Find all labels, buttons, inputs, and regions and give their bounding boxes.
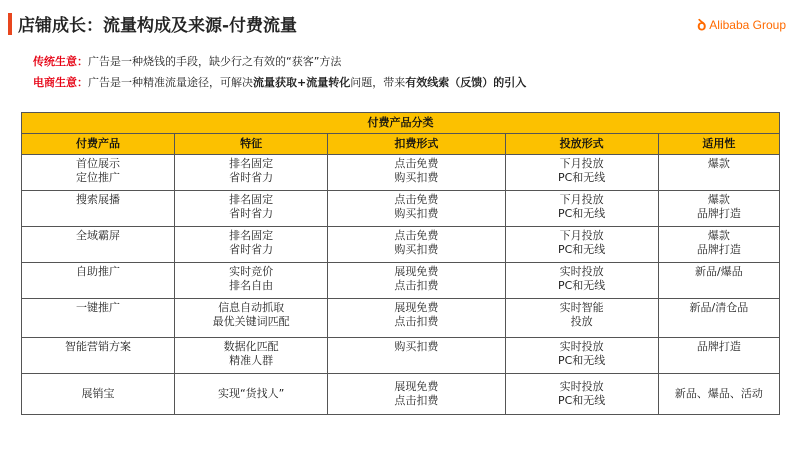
cell-line: 搜索展播 xyxy=(76,193,121,206)
cell-line: 实时智能 xyxy=(559,301,604,314)
cell-line: 新品/爆品 xyxy=(694,265,743,278)
ecommerce-bold-1: 流量获取+流量转化 xyxy=(253,76,351,89)
cell-line: 新品/清仓品 xyxy=(689,301,749,314)
table-cell xyxy=(658,374,779,415)
cell-line: PC和无线 xyxy=(557,394,606,407)
table-cell xyxy=(505,263,658,299)
table-body xyxy=(22,155,780,415)
ecommerce-bold-2: 有效线索（反馈）的引入 xyxy=(405,76,527,89)
table-cell xyxy=(175,374,328,415)
table-cell xyxy=(175,227,328,263)
cell-line: 实时投放 xyxy=(559,265,604,278)
table-row xyxy=(22,374,780,415)
table-cell xyxy=(658,227,779,263)
table-cell xyxy=(175,299,328,338)
cell-line: 信息自动抓取 xyxy=(218,301,285,314)
column-header: 特征 xyxy=(175,134,328,155)
cell-line: 购买扣费 xyxy=(394,340,439,353)
cell-line: PC和无线 xyxy=(557,279,606,292)
cell-line: 排名固定 xyxy=(229,229,274,242)
table-cell xyxy=(505,338,658,374)
table-cell xyxy=(175,338,328,374)
table-cell xyxy=(22,374,175,415)
cell-line: 购买扣费 xyxy=(394,243,439,256)
table-cell xyxy=(658,299,779,338)
table-cell xyxy=(328,299,505,338)
table-cell xyxy=(175,263,328,299)
traditional-label: 传统生意： xyxy=(33,55,88,68)
table-cell xyxy=(505,227,658,263)
table-cell xyxy=(22,338,175,374)
column-header: 扣费形式 xyxy=(328,134,505,155)
cell-line: 下月投放 xyxy=(559,193,604,206)
table-cell xyxy=(658,263,779,299)
cell-line: 点击扣费 xyxy=(394,394,439,407)
traditional-text: 广告是一种烧钱的手段，缺少行之有效的“获客”方法 xyxy=(88,55,342,68)
table-cell xyxy=(175,155,328,191)
cell-line: 实时竞价 xyxy=(229,265,274,278)
cell-line: 点击免费 xyxy=(394,229,439,242)
cell-line: 投放 xyxy=(570,315,593,328)
cell-line: 品牌打造 xyxy=(696,207,741,220)
table-cell xyxy=(658,155,779,191)
alibaba-logo-icon: ꝺ xyxy=(697,17,707,34)
table-cell xyxy=(175,191,328,227)
cell-line: 品牌打造 xyxy=(696,340,741,353)
cell-line: PC和无线 xyxy=(557,243,606,256)
cell-line: 排名固定 xyxy=(229,193,274,206)
table-cell xyxy=(328,155,505,191)
cell-line: 精准人群 xyxy=(229,354,274,367)
cell-line: 数据化匹配 xyxy=(223,340,279,353)
table-row xyxy=(22,155,780,191)
table-cell xyxy=(328,338,505,374)
cell-line: 点击扣费 xyxy=(394,315,439,328)
table-cell xyxy=(328,227,505,263)
cell-line: 爆款 xyxy=(707,193,730,206)
cell-line: 下月投放 xyxy=(559,157,604,170)
title-accent-bar xyxy=(8,13,12,35)
table-cell xyxy=(22,263,175,299)
table-cell xyxy=(22,155,175,191)
alibaba-logo-text: Alibaba Group xyxy=(709,18,786,32)
cell-line: 定位推广 xyxy=(76,171,121,184)
cell-line: 首位展示 xyxy=(76,157,121,170)
cell-line: 最优关键词匹配 xyxy=(212,315,290,328)
column-header: 适用性 xyxy=(658,134,779,155)
alibaba-logo xyxy=(697,15,786,35)
ecommerce-text-2: 问题，带来 xyxy=(350,76,406,89)
cell-line: 省时省力 xyxy=(229,171,274,184)
table-cell xyxy=(328,374,505,415)
table-cell xyxy=(505,191,658,227)
intro-ecommerce xyxy=(33,74,526,90)
cell-line: 展销宝 xyxy=(81,387,115,400)
table-cell xyxy=(505,155,658,191)
paid-product-table xyxy=(21,112,780,415)
cell-line: 省时省力 xyxy=(229,243,274,256)
cell-line: 自助推广 xyxy=(76,265,121,278)
table-cell xyxy=(328,263,505,299)
cell-line: 品牌打造 xyxy=(696,243,741,256)
table-cell xyxy=(22,191,175,227)
table-cell xyxy=(658,191,779,227)
cell-line: 排名固定 xyxy=(229,157,274,170)
cell-line: 购买扣费 xyxy=(394,171,439,184)
cell-line: 全域霸屏 xyxy=(76,229,121,242)
cell-line: 实现“货找人” xyxy=(217,387,285,400)
cell-line: 智能营销方案 xyxy=(65,340,132,353)
cell-line: 爆款 xyxy=(707,157,730,170)
cell-line: PC和无线 xyxy=(557,171,606,184)
cell-line: 爆款 xyxy=(707,229,730,242)
table-row xyxy=(22,338,780,374)
cell-line: 点击扣费 xyxy=(394,279,439,292)
table-row xyxy=(22,191,780,227)
cell-line: 排名自由 xyxy=(229,279,274,292)
table-row xyxy=(22,299,780,338)
table-cell xyxy=(22,299,175,338)
table-cell xyxy=(22,227,175,263)
cell-line: PC和无线 xyxy=(557,354,606,367)
cell-line: 实时投放 xyxy=(559,380,604,393)
page-title: 店铺成长：流量构成及来源-付费流量 xyxy=(18,16,298,36)
cell-line: 省时省力 xyxy=(229,207,274,220)
table-caption: 付费产品分类 xyxy=(22,113,780,134)
cell-line: 展现免费 xyxy=(394,380,439,393)
table-cell xyxy=(328,191,505,227)
cell-line: 展现免费 xyxy=(394,265,439,278)
column-header: 投放形式 xyxy=(505,134,658,155)
table-row xyxy=(22,263,780,299)
table-cell xyxy=(505,374,658,415)
table-cell xyxy=(658,338,779,374)
cell-line: 一键推广 xyxy=(76,301,121,314)
cell-line: 新品、爆品、活动 xyxy=(674,387,763,400)
cell-line: 实时投放 xyxy=(559,340,604,353)
table-row xyxy=(22,227,780,263)
intro-traditional xyxy=(33,53,341,69)
cell-line: 点击免费 xyxy=(394,193,439,206)
table-cell xyxy=(505,299,658,338)
cell-line: PC和无线 xyxy=(557,207,606,220)
cell-line: 下月投放 xyxy=(559,229,604,242)
cell-line: 点击免费 xyxy=(394,157,439,170)
cell-line: 购买扣费 xyxy=(394,207,439,220)
ecommerce-text-1: 广告是一种精准流量途径，可解决 xyxy=(88,76,253,89)
column-header: 付费产品 xyxy=(22,134,175,155)
ecommerce-label: 电商生意： xyxy=(33,76,88,89)
cell-line: 展现免费 xyxy=(394,301,439,314)
table-header-row xyxy=(22,134,780,155)
